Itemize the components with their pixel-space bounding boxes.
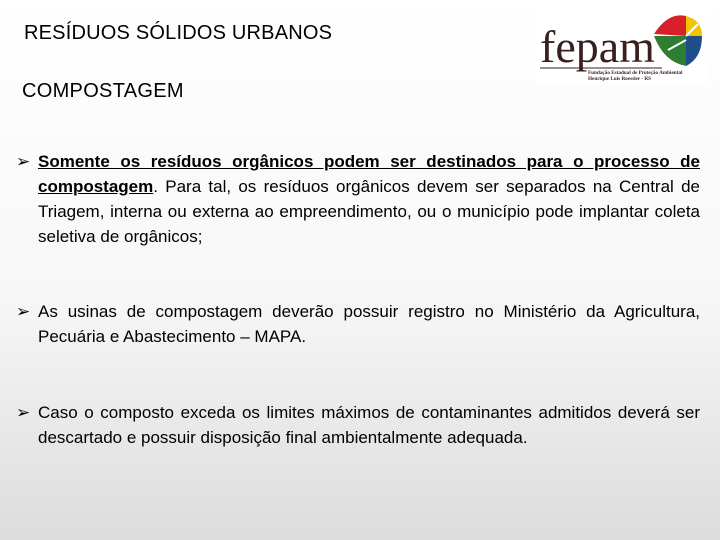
fepam-logo	[536, 10, 706, 84]
arrow-bullet-icon: ➢	[16, 302, 31, 321]
slide-subtitle: COMPOSTAGEM	[22, 80, 184, 102]
bullet-text	[38, 149, 700, 249]
bullet-item	[16, 149, 700, 249]
arrow-bullet-icon: ➢	[16, 152, 31, 171]
bullet-item	[16, 400, 700, 450]
bullet-rest: . Para tal, os resíduos orgânicos devem ser separados na Central de Triagem, interna ou externa ao empreendimento, ou o município pode implantar coleta seletiva de orgânicos;	[38, 177, 700, 246]
logo-caption-line1: Fundação Estadual de Proteção Ambiental	[588, 70, 683, 76]
arrow-bullet-icon: ➢	[16, 403, 31, 422]
logo-caption-line2: Henrique Luis Roessler - RS	[588, 76, 652, 82]
bullet-item	[16, 299, 700, 349]
slide-title: RESÍDUOS SÓLIDOS URBANOS	[24, 22, 333, 44]
bullet-text: As usinas de compostagem deverão possuir registro no Ministério da Agricultura, Pecuária e Abastecimento – MAPA.	[38, 302, 700, 346]
bullet-text: Caso o composto exceda os limites máximos de contaminantes admitidos deverá ser descartado e possuir disposição final ambientalmente adequada.	[38, 403, 700, 447]
logo-wordmark: fepam	[540, 21, 655, 72]
fepam-logo-icon	[536, 10, 706, 84]
bullet-emphasis: Somente os resíduos orgânicos podem ser destinados para o processo de compostagem	[38, 152, 700, 196]
